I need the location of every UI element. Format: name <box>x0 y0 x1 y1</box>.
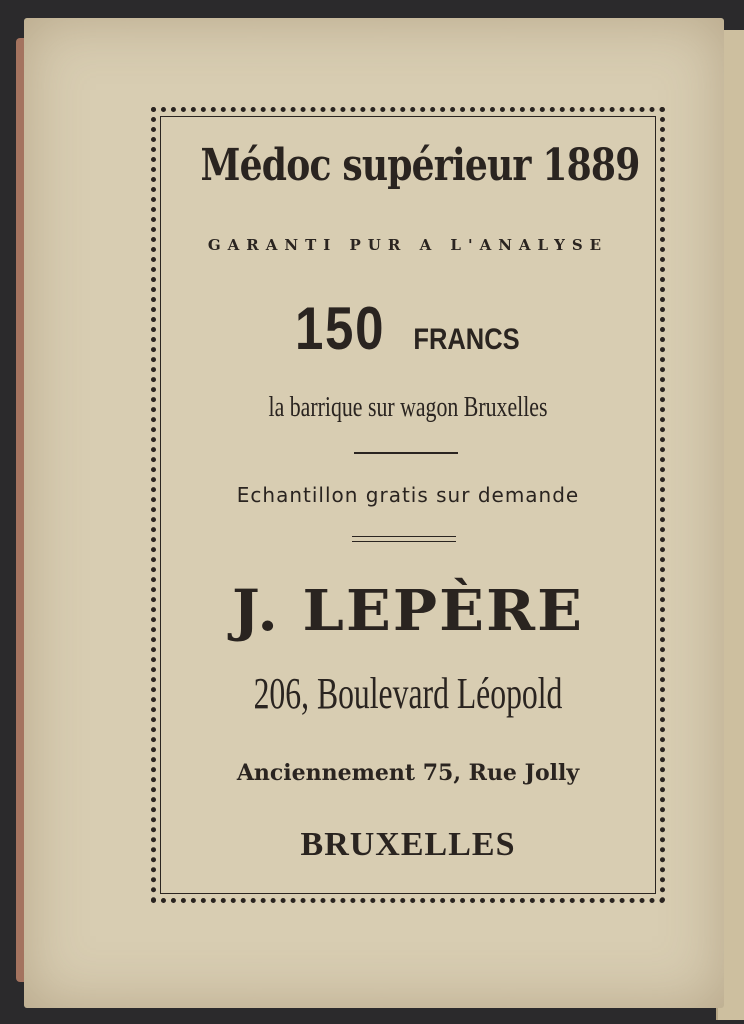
product-title: Médoc supérieur 1889 <box>200 140 640 191</box>
city: BRUXELLES <box>300 826 516 863</box>
divider-double-rule <box>352 536 456 542</box>
former-address: Anciennement 75, Rue Jolly <box>236 760 580 786</box>
guarantee-line: GARANTI PUR A L'ANALYSE <box>207 236 609 254</box>
price-terms: la barrique sur wagon Bruxelles <box>268 392 548 423</box>
price-unit: FRANCS <box>412 323 520 356</box>
merchant-address: 206, Boulevard Léopold <box>253 669 563 718</box>
price <box>155 294 661 363</box>
merchant-name: J. LEPÈRE <box>232 578 584 644</box>
price-amount: 150 <box>295 295 386 362</box>
sample-offer: Echantillon gratis sur demande <box>236 483 580 507</box>
divider-rule <box>354 452 458 454</box>
